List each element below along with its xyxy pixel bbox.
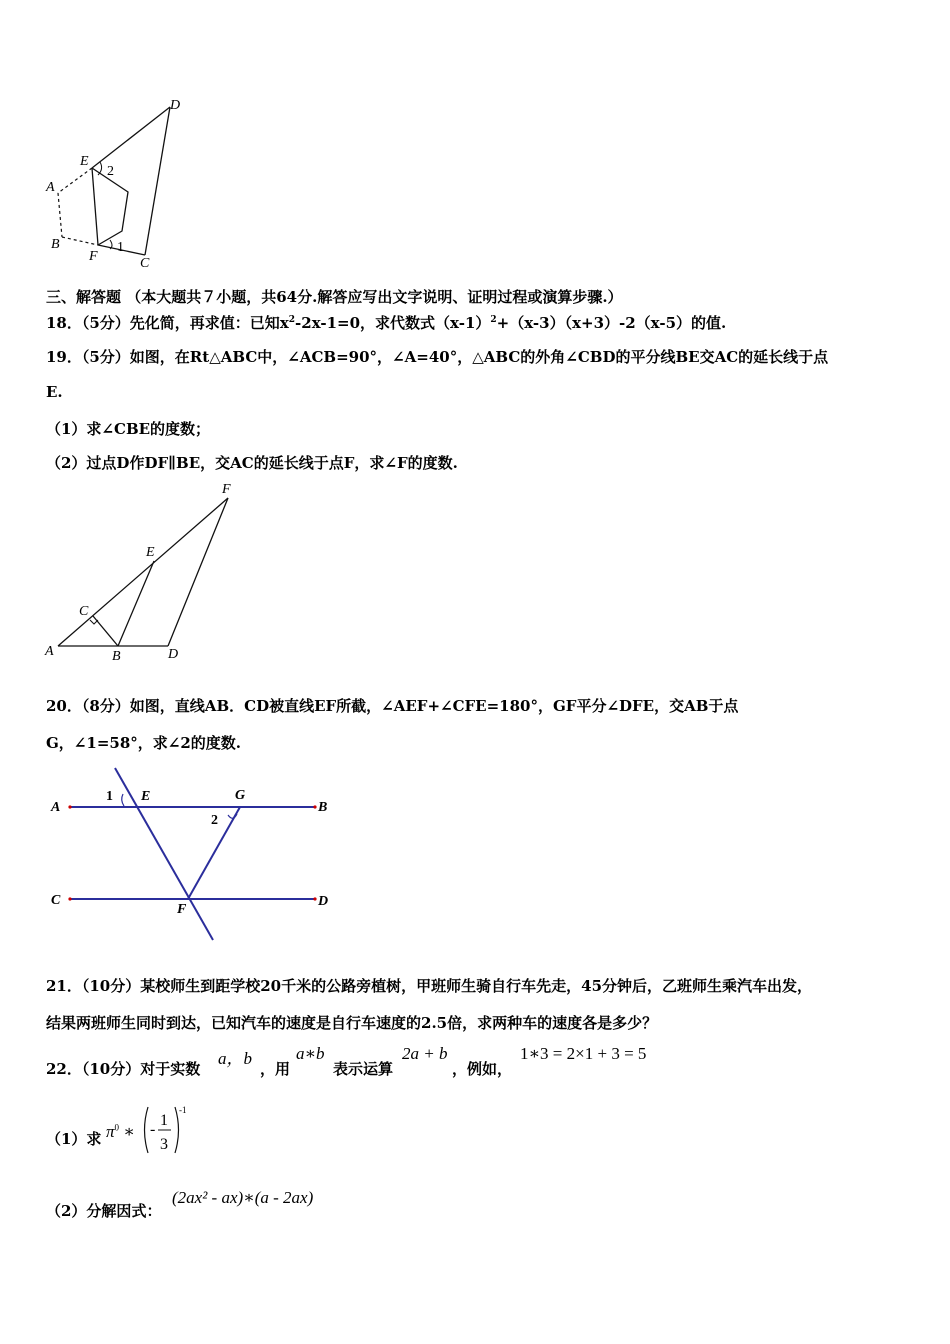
label-f: F: [222, 482, 231, 497]
label-a: A: [51, 800, 61, 815]
label-d: D: [170, 98, 181, 113]
question-19-part2: （2）过点D作DF∥BE，交AC的延长线于点F，求∠F的度数.: [46, 454, 458, 472]
question-19-line1: 19．（5分）如图，在Rt△ABC中，∠ACB=90°，∠A=40°，△ABC的外角∠CBD的平分线BE交AC的延长线于点: [46, 348, 829, 366]
question-20-line1: 20．（8分）如图，直线AB．CD被直线EF所截，∠AEF+∠CFE=180°，GF平分∠DFE，交AB于点: [46, 697, 739, 715]
q22-means: 表示运算: [333, 1060, 394, 1078]
question-22-intro: 22．（10分）对于实数: [46, 1060, 201, 1078]
label-b: B: [318, 800, 328, 815]
section-3-title: 三、解答题 （本大题共７小题，共64分.解答应写出文字说明、证明过程或演算步骤.）: [46, 288, 623, 306]
q22-ab: a，b: [218, 1049, 252, 1068]
question-21-line1: 21．（10分）某校师生到距学校20千米的公路旁植树，甲班师生骑自行车先走，45分钟后，乙班师生乘汽车出发，: [46, 977, 813, 995]
q22-op: a∗b: [296, 1044, 325, 1063]
question-18: [46, 312, 726, 333]
q22-example-expr: 1∗3 = 2×1 + 3 = 5: [520, 1044, 647, 1063]
label-g: G: [235, 788, 246, 803]
label-c: C: [79, 604, 89, 619]
q22-part1-label: （1）求: [46, 1130, 102, 1148]
label-d: D: [318, 894, 329, 909]
label-angle-1: 1: [117, 240, 124, 255]
label-e: E: [141, 789, 151, 804]
q22-use: ，用: [260, 1060, 291, 1078]
q18-text-b: -2x-1=0，求代数式（x-1）: [295, 314, 491, 332]
q22-part2-label: （2）分解因式：: [46, 1202, 162, 1220]
q18-text-c: +（x-3）（x+3）-2（x-5）的值.: [496, 314, 727, 332]
q18-text-a: 18．（5分）先化简，再求值：已知x: [46, 314, 289, 332]
label-f: F: [177, 902, 187, 917]
label-angle-2: 2: [107, 164, 114, 179]
label-a: A: [46, 180, 55, 195]
q18-sup: 2: [288, 315, 296, 325]
label-c: C: [51, 893, 61, 908]
figure-q19: [40, 478, 250, 668]
q22-expr: 2a + b: [402, 1044, 448, 1063]
label-b: B: [112, 649, 121, 664]
fraction-numerator: 1: [160, 1112, 168, 1129]
label-angle-1: 1: [106, 789, 113, 804]
label-angle-2: 2: [211, 813, 218, 828]
label-f: F: [89, 249, 98, 264]
label-e: E: [80, 154, 89, 169]
q22-part2-expr: (2ax² - ax)∗(a - 2ax): [172, 1188, 314, 1207]
q22-part1-expr: [106, 1122, 135, 1142]
q18-sup2: 2: [490, 315, 497, 325]
pi-symbol: π: [106, 1122, 115, 1141]
fraction-denominator: 3: [160, 1136, 168, 1153]
question-19-line2: E.: [46, 383, 63, 401]
label-d: D: [168, 647, 179, 662]
label-a: A: [45, 644, 54, 659]
question-20-line2: G，∠1=58°，求∠2的度数.: [46, 734, 241, 752]
label-c: C: [140, 256, 150, 271]
label-b: B: [51, 237, 60, 252]
exponent-minus-one: -1: [179, 1105, 187, 1115]
q22-part1-paren-fraction: [140, 1103, 200, 1159]
fraction-minus: -: [150, 1121, 156, 1138]
star-operator: ∗: [123, 1122, 135, 1141]
pi-exponent: 0: [114, 1122, 120, 1133]
figure-q20: [40, 760, 340, 950]
question-19-part1: （1）求∠CBE的度数；: [46, 420, 211, 438]
q22-example: ，例如，: [452, 1060, 513, 1078]
label-e: E: [146, 545, 155, 560]
question-21-line2: 结果两班师生同时到达，已知汽车的速度是自行车速度的2.5倍，求两种车的速度各是多少？: [46, 1014, 658, 1032]
figure-q17: [40, 95, 200, 275]
